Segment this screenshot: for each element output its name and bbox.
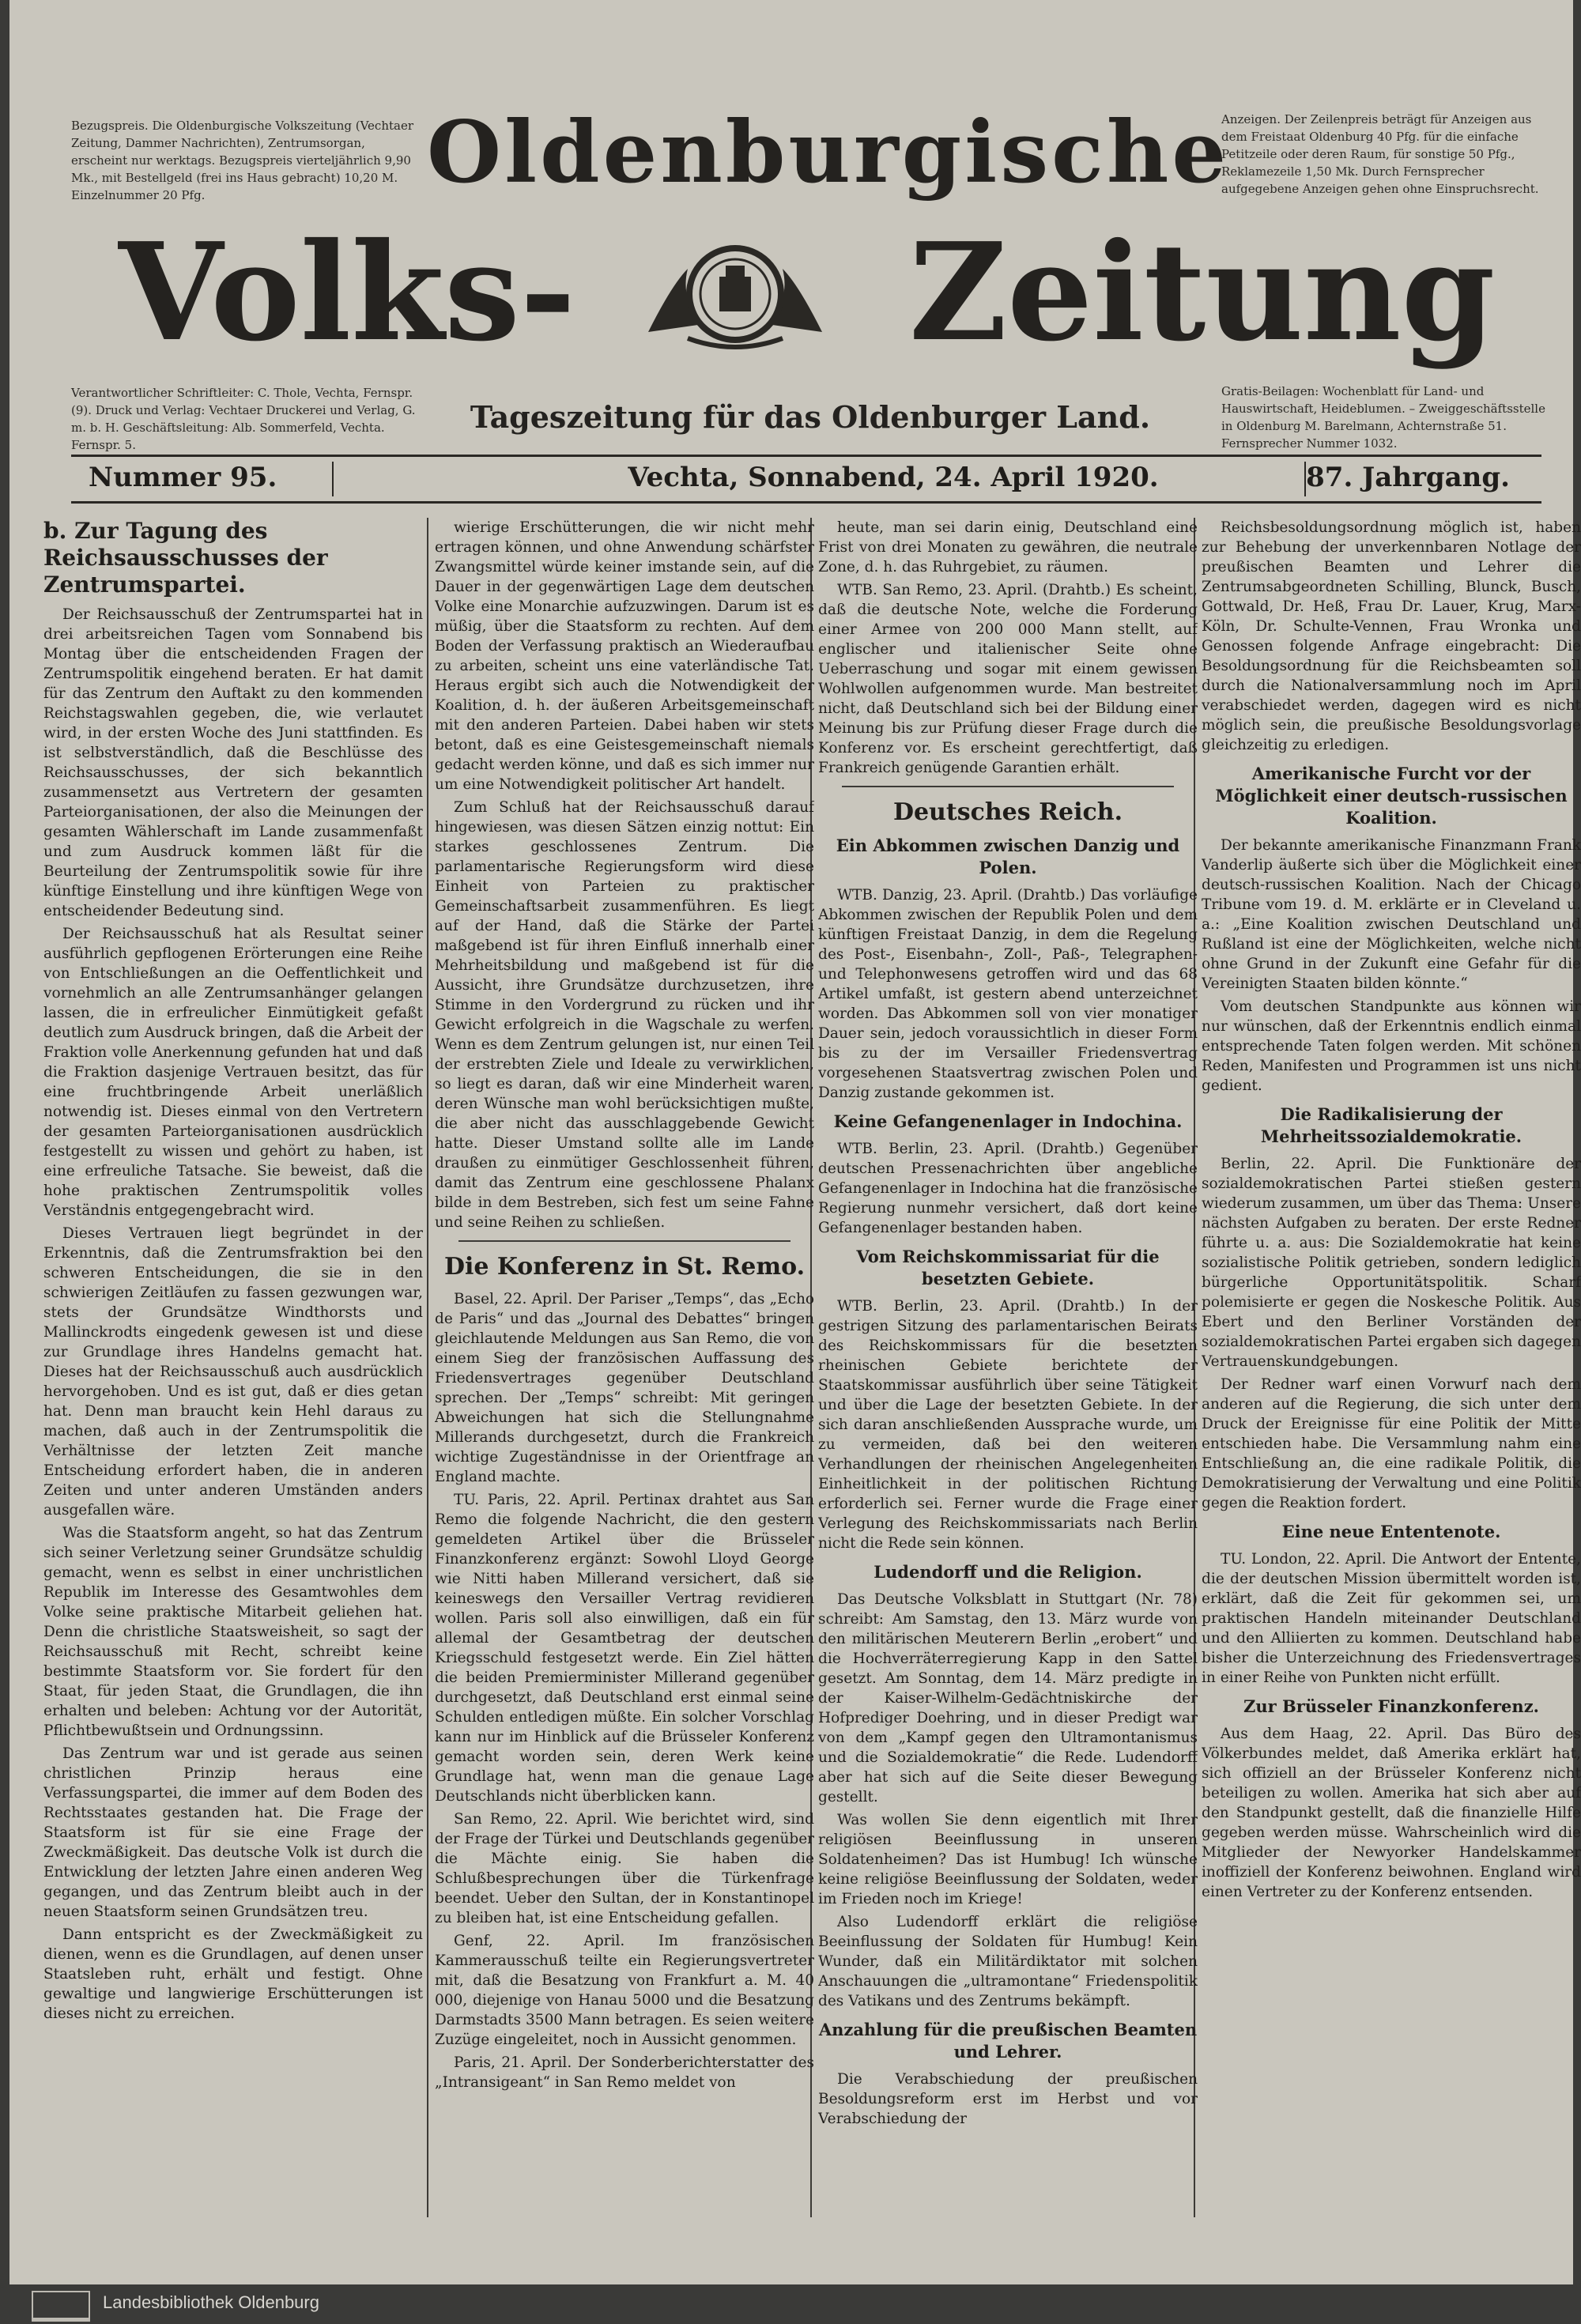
library-building-icon — [32, 2291, 90, 2322]
article-paragraph: Genf, 22. April. Im französischen Kammerausschuß teilte ein Regierungsvertreter mit, daß die Besatzung von Frankfurt a. M. 40 000, diejenige von Hanau 5000 und die Besatzung Darmstadts 3500 Mann betragen. Es seien weitere Zuzüge eingeleitet, noch in Aussicht genommen. — [435, 1933, 814, 2048]
viewer-footer — [0, 2284, 1581, 2324]
article-headline: Ein Abkommen zwischen Danzig und Polen. — [836, 836, 1180, 877]
section-divider — [842, 786, 1174, 787]
article-headline: Anzahlung für die preußischen Beamten und Lehrer. — [818, 2020, 1198, 2062]
article-paragraph: TU. Paris, 22. April. Pertinax drahtet aus San Remo die folgende Nachricht, die den gestern gemeldeten Artikel über die Brüsseler Finanzkonferenz ergänzt: Sowohl Lloyd George wie Nitti haben Millerand versichert, daß sie keineswegs den Versailler Vertrag revidieren wollen. Paris soll also einwilligen, daß ein für allemal der Gesamtbetrag der deutschen Kriegsschuld festgesetzt werde. Ein Ziel hätten die beiden Premierminister Millerand gegenüber durchgesetzt, daß Deutschland erst einmal seine Schulden entledigen müßte. Ein solcher Vorschlag kann nur im Hinblick auf die Brüsseler Konferenz gemacht worden sein, deren Werk keine Grundlage hat, wenn man die genaue Lage Deutschlands nicht überblicken kann. — [435, 1492, 814, 1805]
article-paragraph: Die Verabschiedung der preußischen Besoldungsreform erst im Herbst und vor Verabschiedung der — [818, 2071, 1198, 2127]
article-paragraph: Also Ludendorff erklärt die religiöse Beeinflussung der Soldaten für Humbug! Kein Wunder, daß ein Militärdiktator mit solchen Anschauungen die „ultramontane“ Friedenspolitik des Vatikans und des Zentrums bekämpft. — [818, 1914, 1198, 2009]
article-paragraph: TU. London, 22. April. Die Antwort der Entente, die der deutschen Mission übermittelt worden ist, erklärt, daß die Zeit für gekommen sei, um praktischen Handeln miteinander Deutschland und den Alliierten zu kommen. Deutschland habe bisher die Unterzeichnung des Friedensvertrages in einer Reihe von Punkten nicht erfüllt. — [1202, 1551, 1581, 1686]
editor-info: Verantwortlicher Schriftleiter: C. Thole, Vechta, Fernspr. (9). Druck und Verlag: Vechtaer Druckerei und Verlag, G. m. b. H. Geschäftsleitung: Alb. Sommerfeld, Vechta. Fernspr. 5. — [71, 386, 416, 452]
article-paragraph: Der Redner warf einen Vorwurf nach dem anderen auf die Regierung, die sich unter dem Druck der Ereignisse für eine Politik der Mitte entschieden habe. Die Versammlung nahm eine Entschließung an, die eine radikale Politik, die Demokratisierung der Verwaltung und eine Politik gegen die Reaktion fordert. — [1202, 1376, 1581, 1511]
article-paragraph: Das Deutsche Volksblatt in Stuttgart (Nr. 78) schreibt: Am Samstag, den 13. März wurde von den militärischen Meuterern Berlin „erobert“ und die Hochverräterregierung Kapp in den Sattel gesetzt. Am Sonntag, dem 14. März predigte in der Kaiser-Wilhelm-Gedächtniskirche der Hofprediger Doehring, und in dieser Predigt war von dem „Kampf gegen den Ultramontanismus und die Sozialdemokratie“ die Rede. Ludendorff aber hat sich auf die Seite dieser Bewegung gestellt. — [818, 1591, 1198, 1805]
article-paragraph: San Remo, 22. April. Wie berichtet wird, sind der Frage der Türkei und Deutschlands gegenüber die Mächte einig. Sie haben die Schlußbesprechungen über die Türkenfrage beendet. Ueber den Sultan, der in Konstantinopel zu bleiben hat, ist eine Entscheidung gefallen. — [435, 1811, 814, 1926]
subscription-info: Bezugspreis. Die Oldenburgische Volkszeitung (Vechtaer Zeitung, Dammer Nachrichten), Zentrumsorgan, erscheint nur werktags. Bezugspreis vierteljährlich 9,90 Mk., mit Bestellgeld (frei ins Haus gebracht) 10,20 M. Einzelnummer 20 Pfg. — [71, 119, 414, 202]
article-paragraph: Aus dem Haag, 22. April. Das Büro des Völkerbundes meldet, daß Amerika erklärt hat, sich offiziell an der Brüsseler Konferenz nicht beteiligen zu wollen. Amerika hat sich aber auf den Standpunkt gestellt, daß die finanzielle Hilfe gegeben werden müsse. Wahrscheinlich wird die Mitglieder der Newyorker Handelskammer inoffiziell der Konferenz beiwohnen. England wird einen Vertreter zu der Konferenz entsenden. — [1202, 1726, 1581, 1900]
newspaper-subtitle: Tageszeitung für das Oldenburger Land. — [470, 399, 1151, 435]
article-headline: Zur Brüsseler Finanzkonferenz. — [1243, 1696, 1539, 1716]
article-headline: Vom Reichskommissariat für die besetzten Gebiete. — [856, 1247, 1160, 1288]
article-paragraph: Zum Schluß hat der Reichsausschuß darauf hingewiesen, was diesen Sätzen einzig nottut: Ein starkes geschlossenes Zentrum. Die parlamentarische Regierungsform wird diese Einheit von Parteien zu praktischer Gemeinschaftsarbeit zusammenführen. Es liegt auf der Hand, daß die Stärke der Partei maßgebend ist für ihren Einfluß innerhalb einer Mehrheitsbildung und maßgebend ist für die Aussicht, ihre Grundsätze durchzusetzen, ihre Stimme in den Vordergrund zu rücken und ihr Gewicht erfolgreich in die Wagschale zu werfen. Wenn es dem Zentrum gelungen ist, nur einen Teil der erstrebten Ziele und Ideale zu verwirklichen, so liegt es daran, daß wir eine Minderheit waren, deren Wünsche man wohl berücksichtigen mußte, die aber nicht das ausschlaggebende Gewicht hatte. Dieser Umstand sollte alle im Lande draußen zu einmütiger Geschlossenheit führen, damit das Zentrum eine geschlossene Phalanx bilde in dem Bestreben, sich fest um seine Fahne und seine Reihen zu schließen. — [435, 799, 814, 1231]
dateline-bar — [71, 455, 1541, 504]
library-name: Landesbibliothek Oldenburg — [103, 2292, 319, 2312]
article-paragraph: Dieses Vertrauen liegt begründet in der Erkenntnis, daß die Zentrumsfraktion bei den schweren Entscheidungen, die sie in den schwierigen Zeitläufen zu fassen gezwungen war, stets der Grundsätze Windthorsts und Mallinckrodts eingedenk gewesen ist und diese zur Grundlage ihres Handelns gemacht hat. Dieses hat der Reichsausschuß auch ausdrücklich hervorgehoben. Und es ist gut, daß er dies getan hat. Denn man braucht kein Hehl daraus zu machen, daß auch in der Zentrumspolitik die Verhältnisse der letzten Zeit manche Entscheidung erfordert haben, die in anderen Zeiten und unter anderen Umständen anders ausgefallen wäre. — [43, 1225, 423, 1519]
article-paragraph: Der bekannte amerikanische Finanzmann Frank Vanderlip äußerte sich über die Möglichkeit einer deutsch-russischen Koalition. Nach der Chicago Tribune vom 19. d. M. erklärte er in Cleveland u. a.: „Eine Koalition zwischen Deutschland und Rußland ist eine der Möglichkeiten, welche nicht ohne Grund in der Zukunft eine Gefahr für die Vereinigten Staaten bilden könnte.“ — [1202, 837, 1581, 992]
volume-year: 87. Jahrgang. — [1306, 462, 1510, 493]
article-paragraph: WTB. Berlin, 23. April. (Drahtb.) In der gestrigen Sitzung des parlamentarischen Beirats des Reichskommissars für die besetzten rheinischen Gebiete berichtete der Staatskommissar ausführlich über seine Tätigkeit und über die Lage der besetzten Gebiete. In der sich daran anschließenden Aussprache wurde, um zu vermeiden, daß bei den weiteren Verhandlungen der rheinischen Angelegenheiten Einheitlichkeit in der politischen Richtung erforderlich sei. Ferner wurde die Frage einer Verlegung des Reichskommissariats nach Berlin nicht die Rede sein können. — [818, 1298, 1198, 1552]
article-paragraph: WTB. Berlin, 23. April. (Drahtb.) Gegenüber deutschen Pressenachrichten über angebliche Gefangenenlager in Indochina hat die französische Regierung nunmehr versichert, daß dort keine Gefangenenlager bestanden haben. — [818, 1141, 1198, 1236]
column-rule — [427, 518, 428, 2217]
article-column-3 — [818, 518, 1198, 2217]
article-paragraph: Berlin, 22. April. Die Funktionäre der sozialdemokratischen Partei stießen gestern wiederum zusammen, um über das Thema: Unsere nächsten Aufgaben zu beraten. Der erste Redner führte u. a. aus: Die Sozialdemokratie hat keine sozialistische Politik getrieben, sondern lediglich bürgerliche Opportunitätspolitik. Scharf polemisierte er gegen die Noskesche Politik. Aus Ebert und den Berliner Vorständen der sozialdemokratischen Partei ergaben sich dagegen Vertrauenskundgebungen. — [1202, 1156, 1581, 1370]
dateline-divider — [332, 462, 334, 496]
issue-date: Vechta, Sonnabend, 24. April 1920. — [628, 462, 1159, 493]
article-paragraph: Was die Staatsform angeht, so hat das Zentrum sich seiner Verletzung seiner Grundsätze schuldig gemacht, wenn es selbst in einer unchristlichen Republik im Interesse des Gesamtwohles dem Volke seine praktische Mitarbeit geliehen hat. Denn die christliche Staatsweisheit, so sagt der Reichsausschuß mit Recht, schreibt keine bestimmte Staatsform vor. Sie fordert für den Staat, für jeden Staat, die Grundlagen, die ihn erhalten und beleben: Achtung vor der Autorität, Pflichtbewußtsein und Ordnungssinn. — [43, 1525, 423, 1739]
supplement-info: Gratis-Beilagen: Wochenblatt für Land- und Hauswirtschaft, Heideblumen. – Zweiggeschäftsstelle in Oldenburg M. Barelmann, Achternstraße 51. Fernsprecher Nummer 1032. — [1221, 384, 1545, 451]
article-column-1 — [43, 518, 423, 2217]
article-headline: Ludendorff und die Religion. — [874, 1562, 1142, 1582]
article-paragraph: Das Zentrum war und ist gerade aus seinen christlichen Prinzip heraus eine Verfassungspartei, die immer auf dem Boden des Rechtsstaates gestanden hat. Die Frage der Staatsform ist für sie eine Frage der Zweckmäßigkeit. Das deutsche Volk ist durch die Entwicklung der letzten Jahre einen anderen Weg gegangen, und das Zentrum bleibt auch in der neuen Staatsform seinen Grundsätzen treu. — [43, 1745, 423, 1920]
article-paragraph: WTB. San Remo, 23. April. (Drahtb.) Es scheint, daß die deutsche Note, welche die Forderung einer Armee von 200 000 Mann stellt, auf englischer und italienischer Seite ohne Ueberraschung und sogar mit einem gewissen Wohlwollen aufgenommen wurde. Man bestreitet nicht, daß Deutschland sich bei der Bildung einer Meinung bis zur Prüfung dieser Frage durch die Konferenz vor. Es erscheint gerechtfertigt, daß Frankreich genügende Garantien erhält. — [818, 582, 1198, 776]
section-headline: Die Konferenz in St. Remo. — [443, 1253, 806, 1281]
section-headline: Deutsches Reich. — [892, 798, 1123, 826]
article-paragraph: Der Reichsausschuß der Zentrumspartei hat in drei arbeitsreichen Tagen vom Sonnabend bis Montag über die entscheidenden Fragen der Zentrumspolitik eingehend beraten. Er hat damit für das Zentrum den Auftakt zu den kommenden Reichstagswahlen gegeben, die, wie verlautet wird, in der ersten Woche des Juni stattfinden. Es ist selbstverständlich, daß die Beschlüsse des Reichsausschusses, der sich bekanntlich zusammensetzt aus Vertretern der gesamten Parteiorganisationen, der also die Meinungen der gesamten Wählerschaft im Lande zusammenfaßt und zum Ausdruck kommen läßt für die Beurteilung der Zentrumspolitik sowie für ihre künftige Einstellung und ihre künftigen Wege von entscheidender Bedeutung sind. — [43, 606, 423, 919]
article-column-2 — [435, 518, 814, 2217]
coat-of-arms-emblem — [640, 237, 830, 356]
article-paragraph: Vom deutschen Standpunkte aus können wir nur wünschen, daß der Erkenntnis endlich einmal entsprechende Taten folgen werden. Mit schönen Reden, Manifesten und Programmen ist uns nicht gedient. — [1202, 998, 1581, 1094]
article-column-4 — [1202, 518, 1581, 2217]
article-headline: Eine neue Ententenote. — [1281, 1522, 1501, 1541]
article-paragraph: Der Reichsausschuß hat als Resultat seiner ausführlich gepflogenen Erörterungen eine Reihe von Entschließungen an die Oeffentlichkeit und vornehmlich an alle Zentrumsanhänger gelangen lassen, die in erfreulicher Einmütigkeit gefaßt deutlich zum Ausdruck bringen, daß die Arbeit der Fraktion volle Anerkennung gefunden hat und daß die Fraktion dasjenige Vertrauen besitzt, das für eine fruchtbringende Arbeit unerläßlich notwendig ist. Dieses einmal von den Vertretern der gesamten Parteiorganisationen ausdrücklich festgestellt zu wissen und gehört zu haben, ist eine erfreuliche Tatsache. Sie beweist, daß die hohe praktischen Zentrumspolitik volles Verständnis entgegengebracht wird. — [43, 926, 423, 1219]
issue-number: Nummer 95. — [89, 462, 277, 493]
article-headline: Keine Gefangenenlager in Indochina. — [833, 1111, 1183, 1131]
article-paragraph: Reichsbesoldungsordnung möglich ist, haben zur Behebung der unverkennbaren Notlage der preußischen Beamten und Lehrer die Zentrumsabgeordneten Schilling, Blunck, Busch, Gottwald, Dr. Heß, Frau Dr. Lauer, Krug, Marx-Köln, Dr. Schulte-Vennen, Frau Wronka und Genossen folgende Anfrage eingebracht: Die Besoldungsordnung für die Reichsbeamten soll durch die Nationalversammlung noch im April verabschiedet werden, dagegen wird es nicht möglich sein, die preußische Besoldungsvorlage gleichzeitig zu erledigen. — [1202, 519, 1581, 753]
article-paragraph: WTB. Danzig, 23. April. (Drahtb.) Das vorläufige Abkommen zwischen der Republik Polen und dem künftigen Freistaat Danzig, in dem die Regelung des Post-, Eisenbahn-, Zoll-, Paß-, Telegraphen- und Telephonwesens getroffen wird und das 68 Artikel umfaßt, ist gestern abend unterzeichnet worden. Das Abkommen soll von vier monatiger Dauer sein, jedoch voraussichtlich in dieser Form bis zu der im Versailler Friedensvertrag vorgesehenen Staatsvertrag zwischen Polen und Danzig zustande gekommen ist. — [818, 887, 1198, 1101]
article-headline: Amerikanische Furcht vor der Möglichkeit einer deutsch-russischen Koalition. — [1215, 764, 1568, 828]
article-paragraph: wierige Erschütterungen, die wir nicht mehr ertragen können, und ohne Anwendung schärfster Zwangsmittel würde keiner imstande sein, auf die Dauer in der gegenwärtigen Lage dem deutschen Volke eine Monarchie aufzuzwingen. Darum ist es müßig, über die Staatsform zu rechten. Auf dem Boden der Verfassung praktisch an Wiederaufbau zu arbeiten, scheint uns eine vaterländische Tat. Heraus ergibt sich auch die Notwendigkeit der Koalition, d. h. der äußeren Arbeitsgemeinschaft mit den anderen Parteien. Dabei haben wir stets betont, daß es eine Geistesgemeinschaft niemals gedacht werden könne, und daß es sich immer nur um eine Notwendigkeit politischer Art handelt. — [435, 519, 814, 793]
article-headline: b. Zur Tagung des Reichsausschusses der Zentrumspartei. — [43, 518, 328, 598]
article-paragraph: Was wollen Sie denn eigentlich mit Ihrer religiösen Beeinflussung in unseren Soldatenheimen? Das ist Humbug! Ich wünsche keine religiöse Beeinflussung der Soldaten, weder im Frieden noch im Kriege! — [818, 1812, 1198, 1907]
article-paragraph: Dann entspricht es der Zweckmäßigkeit zu dienen, wenn es die Grundlagen, auf denen unser Staatsleben ruht, erhält und festigt. Ohne gewaltige und langwierige Erschütterungen ist dieses nicht zu erreichen. — [43, 1926, 423, 2022]
article-headline: Die Radikalisierung der Mehrheitssozialdemokratie. — [1260, 1104, 1523, 1146]
newspaper-title-line1: Oldenburgische — [427, 103, 1230, 202]
article-paragraph: heute, man sei darin einig, Deutschland eine Frist von drei Monaten zu gewähren, die neutrale Zone, d. h. das Ruhrgebiet, zu räumen. — [818, 519, 1198, 575]
article-paragraph: Basel, 22. April. Der Pariser „Temps“, das „Echo de Paris“ und das „Journal des Debattes“ bringen gleichlautende Meldungen aus San Remo, die von einem Sieg der französischen Auffassung des Friedensvertrages gegenüber Deutschland sprechen. Der „Temps“ schreibt: Mit geringen Abweichungen hat sich die Stellungnahme Millerands durchgesetzt, durch die Frankreich wichtige Zugeständnisse in der Orientfrage an England machte. — [435, 1291, 814, 1485]
title-word-zeitung: Zeitung — [909, 213, 1496, 372]
title-word-volks: Volks- — [119, 213, 576, 372]
article-paragraph: Paris, 21. April. Der Sonderberichterstatter des „Intransigeant“ in San Remo meldet von — [435, 2054, 814, 2091]
section-divider — [458, 1240, 790, 1242]
advertising-info: Anzeigen. Der Zeilenpreis beträgt für Anzeigen aus dem Freistaat Oldenburg 40 Pfg. für die einfache Petitzeile oder deren Raum, für sonstige 50 Pfg., Reklamezeile 1,50 Mk. Durch Fernsprecher aufgegebene Anzeigen gehen ohne Einspruchsrecht. — [1221, 112, 1539, 196]
